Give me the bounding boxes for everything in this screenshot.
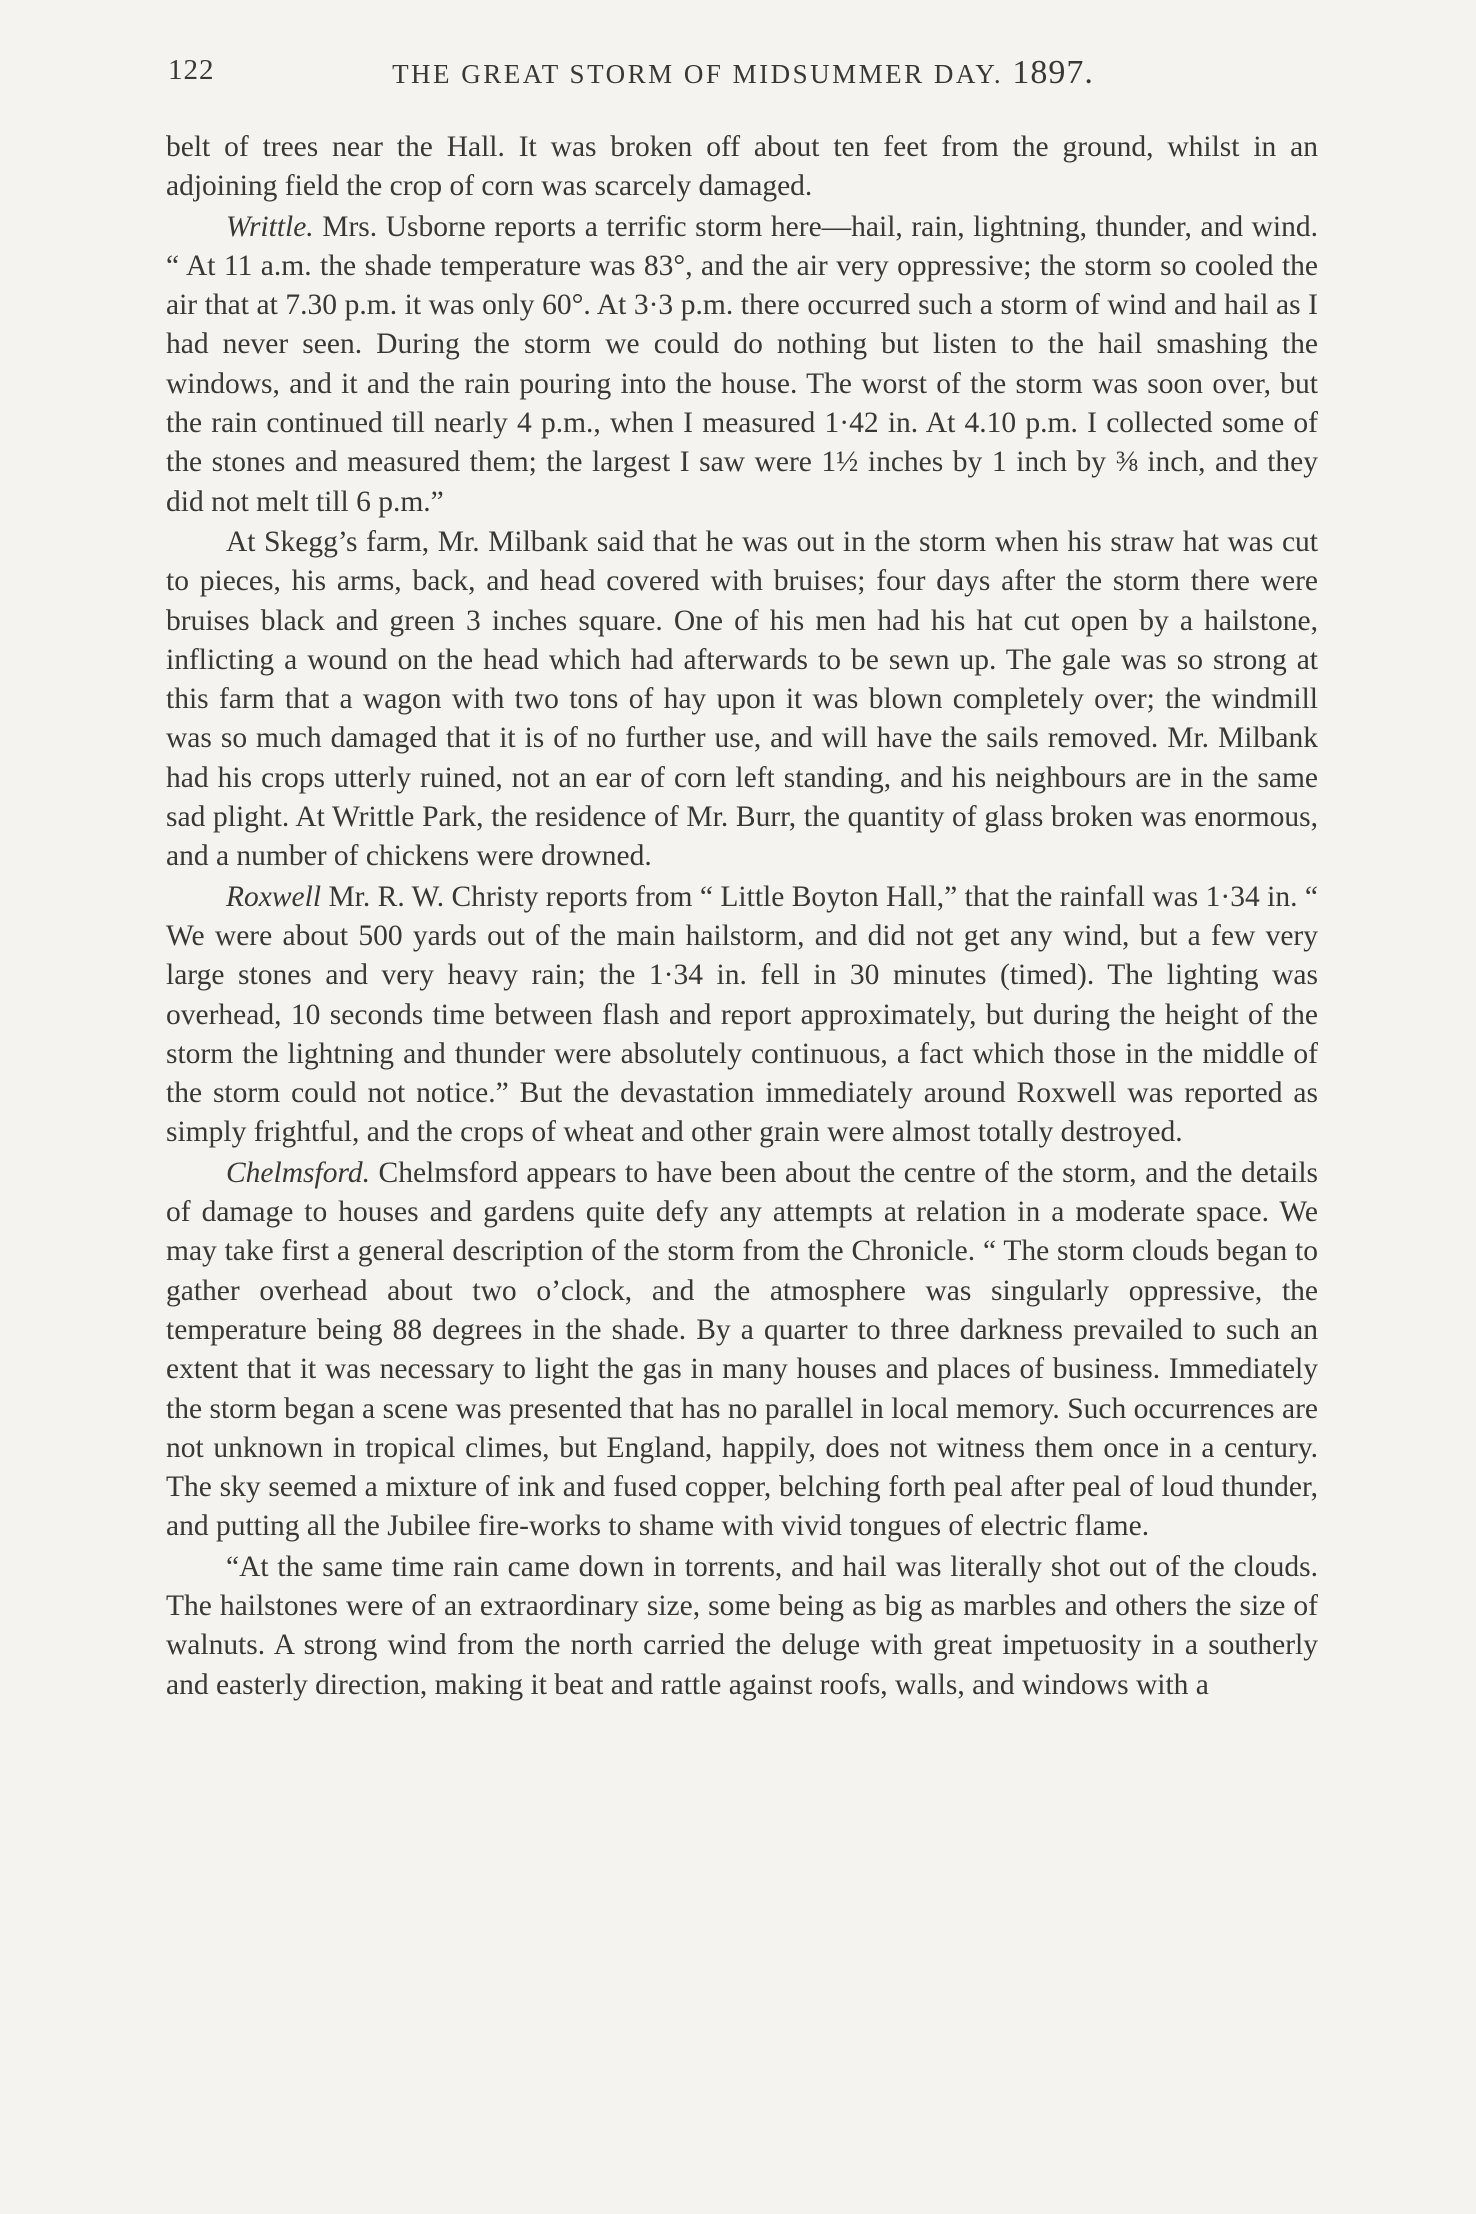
paragraph-skeggs-farm <box>166 523 1318 877</box>
paragraph-text: Chelmsford appears to have been about the centre of the storm, and the details of damage to houses and gardens quite defy any attempts at relation in a moderate space. We may take first a general description of the storm from the Chronicle. “ The storm clouds began to gather overhead about two o’clock, and the atmosphere was singularly oppressive, the temperature being 88 degrees in the shade. By a quarter to three darkness prevailed to such an extent that it was necessary to light the gas in many houses and places of business. Immediately the storm began a scene was presented that has no parallel in local memory. Such occurrences are not unknown in tropical climes, but England, happily, does not witness them once in a century. The sky seemed a mixture of ink and fused copper, belching forth peal after peal of loud thunder, and putting all the Jubilee fire-works to shame with vivid tongues of electric flame. <box>166 1156 1318 1543</box>
place-name-writtle: Writtle. <box>226 210 314 243</box>
page-header <box>168 48 1318 100</box>
paragraph-text: Mr. R. W. Christy reports from “ Little Boyton Hall,” that the rainfall was 1·34 in. “ We were about 500 yards out of the main hailstorm, and did not get any wind, but a few very large stones and very heavy rain; the 1·34 in. fell in 30 minutes (timed). The lighting was overhead, 10 seconds time between flash and report approximately, but during the height of the storm the lightning and thunder were absolutely continuous, a fact which those in the middle of the storm could not notice.” But the devastation immediately around Roxwell was reported as simply frightful, and the crops of wheat and other grain were almost totally destroyed. <box>166 880 1318 1149</box>
paragraph-text: At Skegg’s farm, Mr. Milbank said that he was out in the storm when his straw hat was cut to pieces, his arms, back, and head covered with bruises; four days after the storm there were bruises black and green 3 inches square. One of his men had his hat cut open by a hailstone, inflicting a wound on the head which had afterwards to be sewn up. The gale was so strong at this farm that a wagon with two tons of hay upon it was blown completely over; the windmill was so much damaged that it is of no further use, and will have the sails removed. Mr. Milbank had his crops utterly ruined, not an ear of corn left standing, and his neighbours are in the same sad plight. At Writtle Park, the residence of Mr. Burr, the quantity of glass broken was enormous, and a number of chickens were drowned. <box>166 525 1318 873</box>
paragraph-writtle <box>166 208 1318 522</box>
place-name-roxwell: Roxwell <box>226 880 322 913</box>
paragraph-text: belt of trees near the Hall. It was broken off about ten feet from the ground, whilst in an adjoining field the crop of corn was scarcely damaged. <box>166 131 1318 203</box>
place-name-chelmsford: Chelmsford. <box>226 1156 370 1189</box>
running-head-title: THE GREAT STORM OF MIDSUMMER DAY. <box>392 59 1004 89</box>
paragraph-text: Mrs. Usborne reports a terrific storm here—hail, rain, lightning, thunder, and wind. “ At 11 a.m. the shade temperature was 83°, and the air very oppressive; the storm so cooled the air that at 7.30 p.m. it was only 60°. At 3·3 p.m. there occurred such a storm of wind and hail as I had never seen. During the storm we could do nothing but listen to the hail smashing the windows, and it and the rain pouring into the house. The worst of the storm was soon over, but the rain continued till nearly 4 p.m., when I measured 1·42 in. At 4.10 p.m. I collected some of the stones and measured them; the largest I saw were 1½ inches by 1 inch by ⅜ inch, and they did not melt till 6 p.m.” <box>166 210 1318 518</box>
running-head <box>168 54 1318 92</box>
paragraph-roxwell <box>166 878 1318 1153</box>
paragraph-chelmsford <box>166 1154 1318 1547</box>
page-number: 122 <box>168 54 215 86</box>
paragraph-text: “At the same time rain came down in torrents, and hail was literally shot out of the clouds. The hailstones were of an extraordinary size, some being as big as marbles and others the size of walnuts. A strong wind from the north carried the deluge with great impetuosity in a southerly and easterly direction, making it beat and rattle against roofs, walls, and windows with a <box>166 1550 1318 1701</box>
running-head-year: 1897. <box>1012 54 1094 91</box>
body-text <box>166 128 1318 1705</box>
paragraph-continuation <box>166 128 1318 207</box>
paragraph-quoted-account <box>166 1548 1318 1705</box>
